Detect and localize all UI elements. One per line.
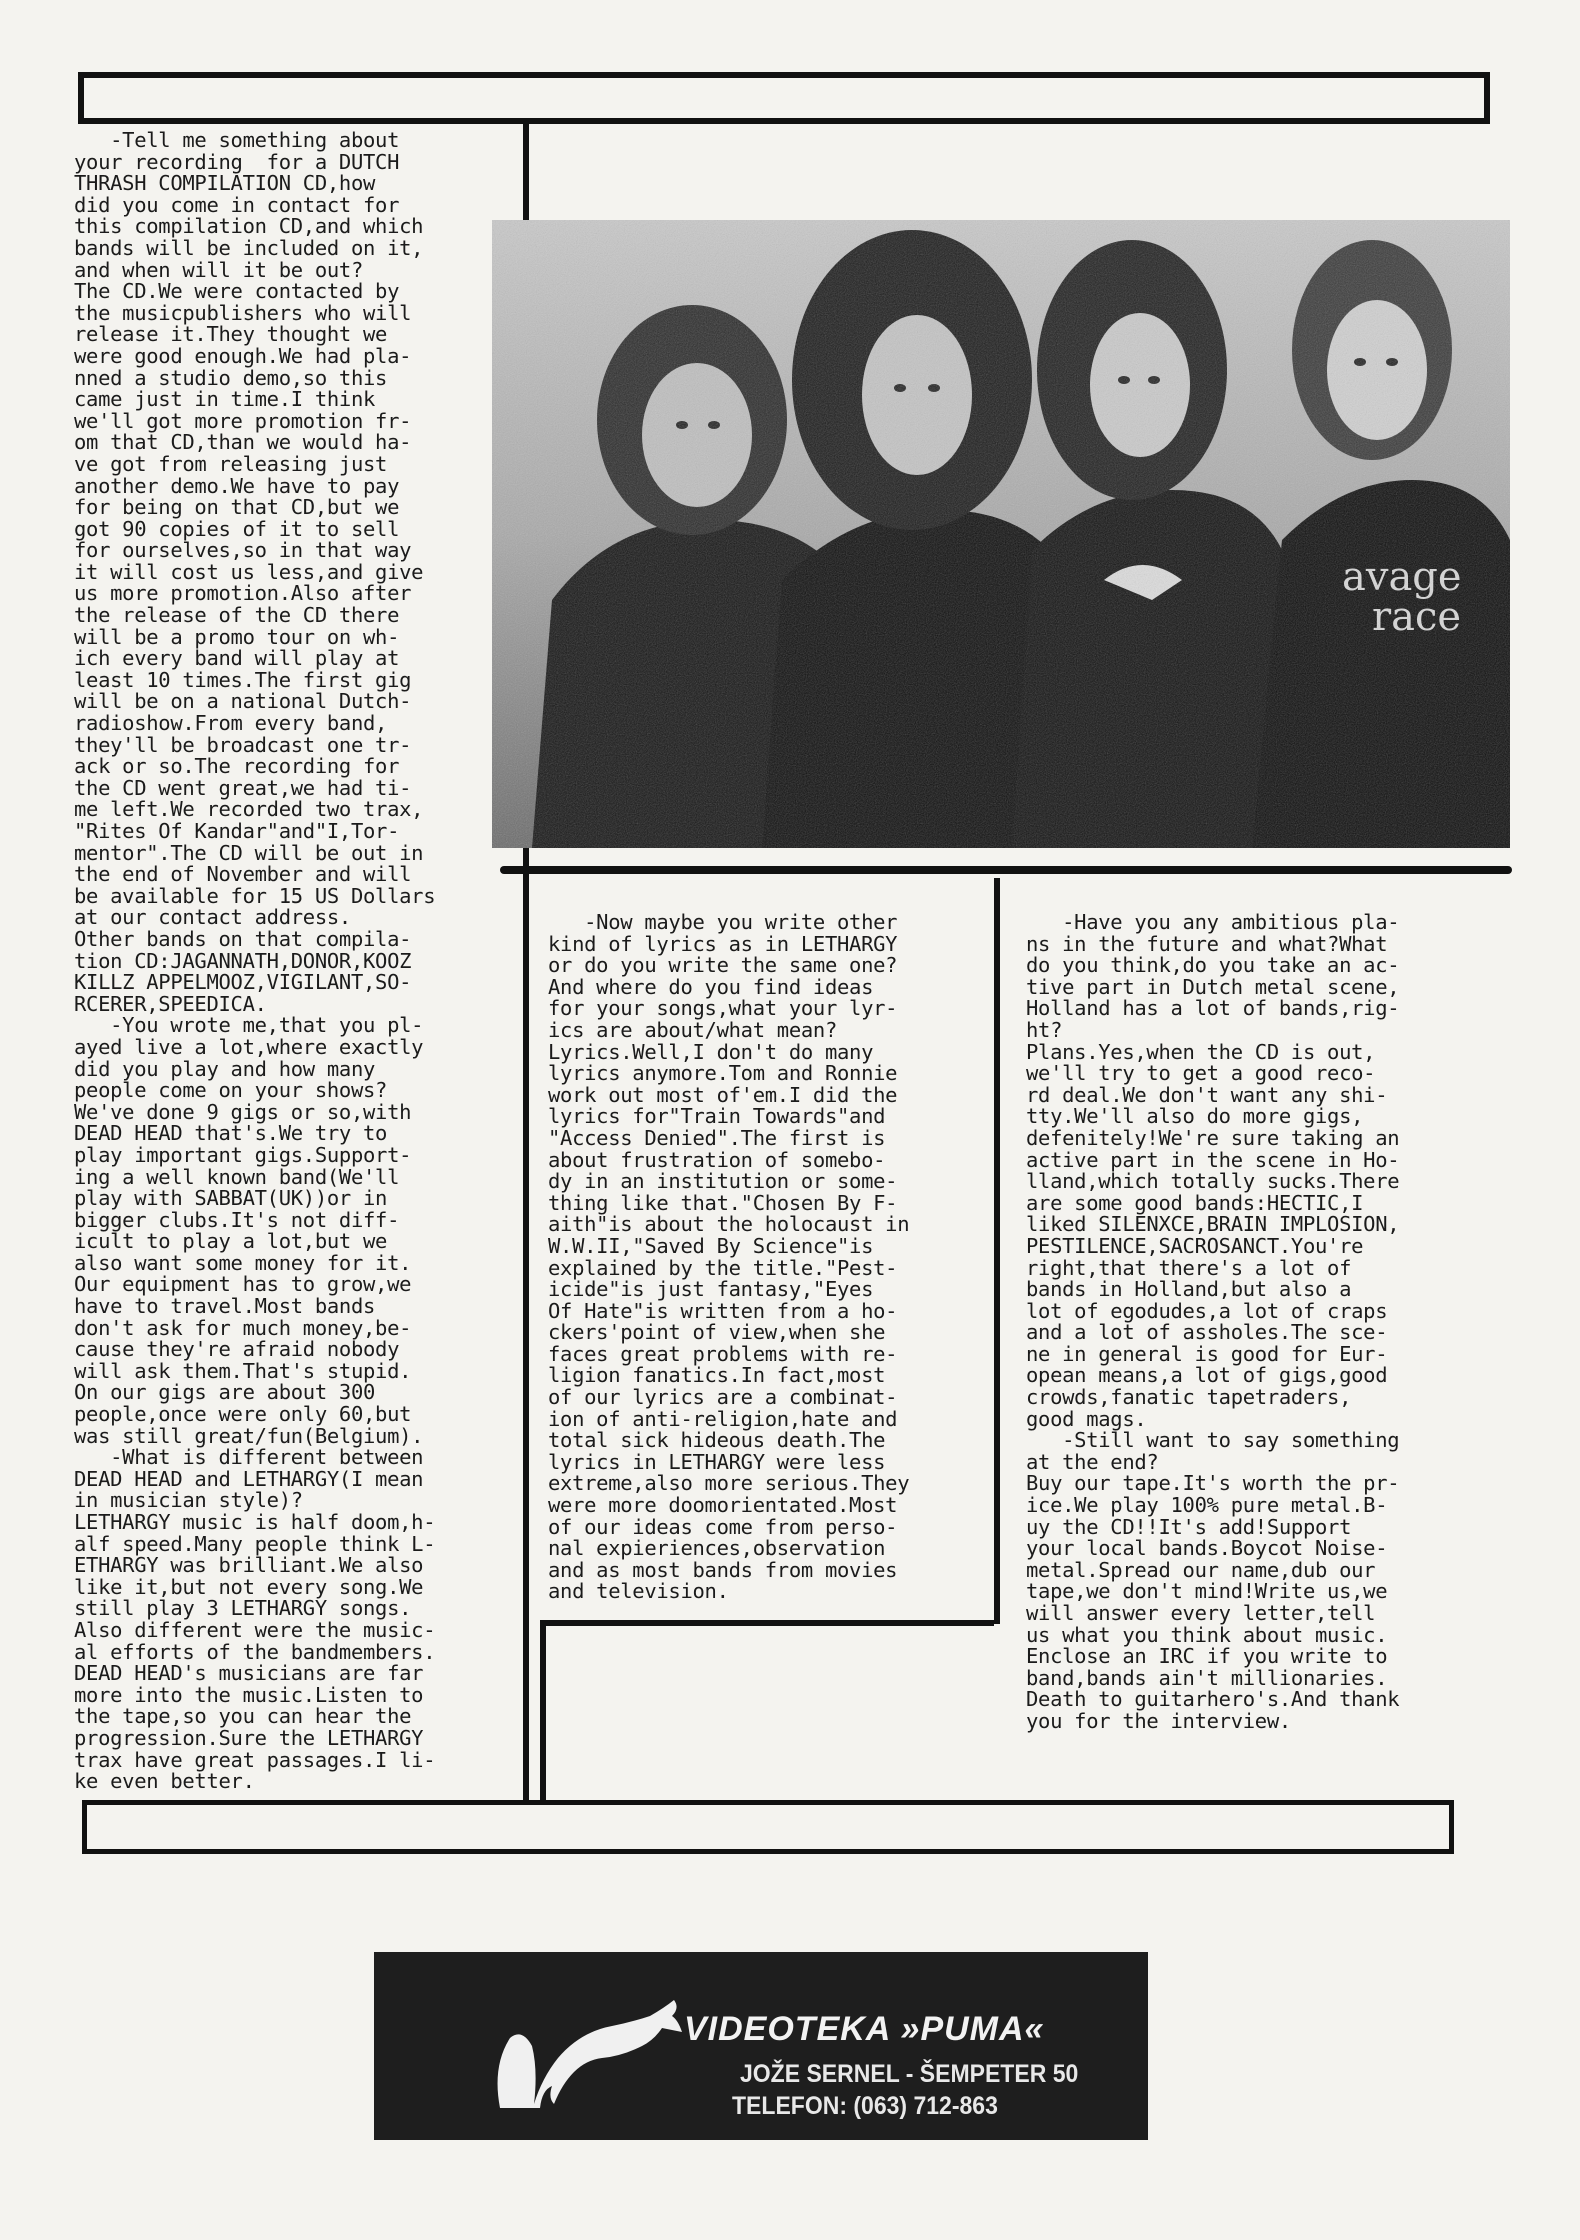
ad-address: JOŽE SERNEL - ŠEMPETER 50 [740,2060,1079,2088]
top-border-bar [78,72,1490,124]
column-divider-middle-bottom [540,1620,994,1626]
ad-title: VIDEOTEKA »PUMA« [684,2010,1045,2048]
ad-phone: TELEFON: (063) 712-863 [732,2092,998,2120]
article-column-1: -Tell me something about your recording for a DUTCH THRASH COMPILATION CD,how did you come in contact for this compilation CD,and which bands will be included on it, and when will it be out? The CD.We were contacted by the musicpublishers who will release it.They thought we were good enough.We had pla- nned a studio demo,so this came just in time.I think we'll got more promotion fr- om that CD,than we would ha- ve got from releasing just another demo.We have to pay for being on that CD,but we got 90 copies of it to sell for ourselves,so in that way it will cost us less,and give us more promotion.Also after the release of the CD there will be a promo tour on wh- ich every band will play at least 10 times.The first gig will be on a national Dutch- radioshow.From every band, they'll be broadcast one tr- ack or so.The recording for the CD went great,we had ti- me left.We recorded two trax, "Rites Of Kandar"and"I,Tor- mentor".The CD will be out in the end of November and will be available for 15 US Dollars at our contact address. Other bands on that compila- tion CD:JAGANNATH,DONOR,KOOZ KILLZ APPELMOOZ,VIGILANT,SO- RCERER,SPEEDICA. -You wrote me,that you pl- ayed live a lot,where exactly did you play and how many people come on your shows? We've done 9 gigs or so,with DEAD HEAD that's.We try to play important gigs.Support- ing a well known band(We'll play with SABBAT(UK))or in bigger clubs.It's not diff- icult to play a lot,but we also want some money for it. Our equipment has to grow,we have to travel.Most bands don't ask for much money,be- cause they're afraid nobody will ask them.That's stupid. On our gigs are about 300 people,once were only 60,but was still great/fun(Belgium). -What is different between DEAD HEAD and LETHARGY(I mean in musician style)? LETHARGY music is half doom,h- alf speed.Many people think L- ETHARGY was brilliant.We also like it,but not every song.We still play 3 LETHARGY songs. Also different were the music- al efforts of the bandmembers. DEAD HEAD's musicians are far more into the music.Listen to the tape,so you can hear the progression.Sure the LETHARGY trax have great passages.I li- ke even better. [74,128,436,1794]
article-column-2: -Now maybe you write other kind of lyrics as in LETHARGY or do you write the same one? And where do you find ideas for your songs,what your lyr- ics are about/what mean? Lyrics.Well,I don't do many lyrics anymore.Tom and Ronnie work out most of'em.I did the lyrics for"Train Towards"and "Access Denied".The first is about frustration of somebo- dy in an institution or some- thing like that."Chosen By F- aith"is about the holocaust in W.W.II,"Saved By Science"is explained by the title."Pest- icide"is just fantasy,"Eyes Of Hate"is written from a ho- ckers'point of view,when she faces great problems with re- ligion fanatics.In fact,most of our lyrics are a combinat- ion of anti-religion,hate and total sick hideous death.The lyrics in LETHARGY were less extreme,also more serious.They were more doomorientated.Most of our ideas come from perso- nal expieriences,observation and as most bands from movies and television. [548,910,910,1604]
article-column-3: -Have you any ambitious pla- ns in the future and what?What do you think,do you take an ac- tive part in Dutch metal scene, Holland has a lot of bands,rig- ht? Plans.Yes,when the CD is out, we'll try to get a good reco- rd deal.We don't want any shi- tty.We'll also do more gigs, defenitely!We're sure taking an active part in the scene in Ho- lland,which totally sucks.There are some good bands:HECTIC,I liked SILENXCE,BRAIN IMPLOSION, PESTILENCE,SACROSANCT.You're right,that there's a lot of bands in Holland,but also a lot of egodudes,a lot of craps and a lot of assholes.The sce- ne in general is good for Eur- opean means,a lot of gigs,good crowds,fanatic tapetraders, good mags. -Still want to say something at the end? Buy our tape.It's worth the pr- ice.We play 100% pure metal.B- uy the CD!!It's add!Support your local bands.Boycot Noise- metal.Spread our name,dub our tape,we don't mind!Write us,we will answer every letter,tell us what you think about music. Enclose an IRC if you write to band,bands ain't millionaries. Death to guitarhero's.And thank you for the interview. [1026,910,1400,1733]
advertisement-box [374,1952,1148,2140]
puma-logo-icon [482,1986,686,2116]
column-divider-middle [540,1620,546,1802]
photo-underline-rule [500,866,1512,874]
column-divider-right [994,878,1000,1624]
bottom-border-bar [82,1800,1454,1854]
band-photo [492,220,1510,848]
